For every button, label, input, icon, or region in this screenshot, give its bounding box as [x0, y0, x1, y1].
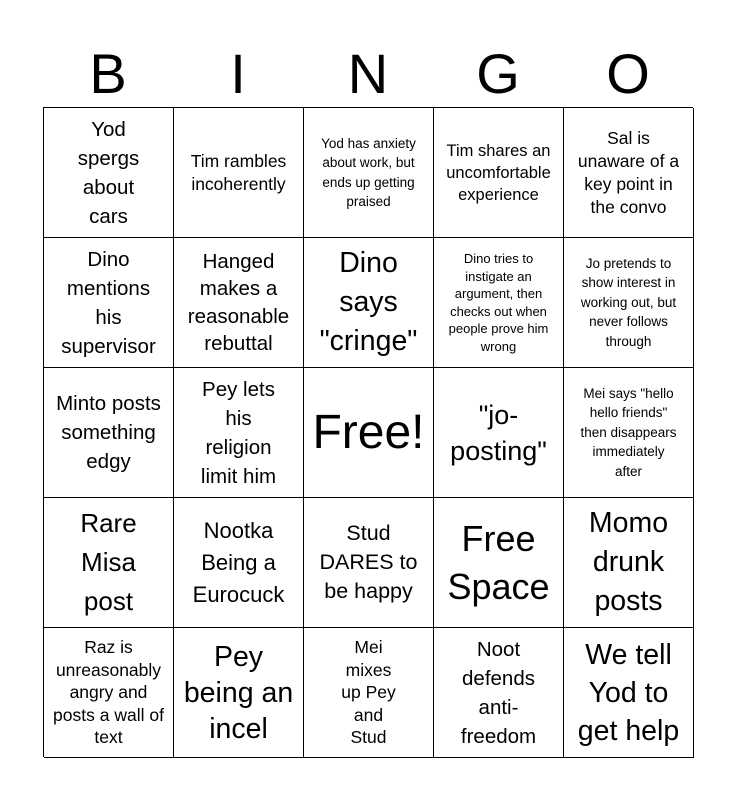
bingo-header [43, 42, 693, 106]
free-cell[interactable] [304, 368, 434, 498]
bingo-cell[interactable] [174, 628, 304, 758]
bingo-cell[interactable] [174, 238, 304, 368]
bingo-cell[interactable] [434, 108, 564, 238]
bingo-cell-text: Tim shares an uncomfortable experience [446, 141, 551, 204]
bingo-cell[interactable] [434, 368, 564, 498]
bingo-cell-text: Dino mentions his supervisor [61, 247, 156, 358]
header-letter-o: O [606, 42, 650, 105]
bingo-cell-text: Yod has anxiety about work, but ends up getting praised [321, 135, 416, 209]
bingo-cell[interactable] [44, 238, 174, 368]
free-space-cell[interactable] [434, 498, 564, 628]
header-letter-n: N [347, 42, 389, 105]
bingo-cell-text: "jo-posting" [450, 399, 547, 466]
bingo-cell-text: Sal is unaware of a key point in the convo [577, 127, 680, 217]
bingo-cell[interactable] [564, 368, 694, 498]
bingo-cell-text: Momo drunk posts [588, 507, 669, 617]
bingo-cell-text: Free! [312, 405, 425, 459]
bingo-cell-text: Yod spergs about cars [77, 117, 140, 228]
bingo-cell[interactable] [434, 238, 564, 368]
bingo-cell[interactable] [564, 108, 694, 238]
header-letter-i: I [230, 42, 246, 105]
bingo-cell[interactable] [304, 628, 434, 758]
bingo-cell-text: Pey being an incel [183, 640, 294, 745]
bingo-cell[interactable] [564, 238, 694, 368]
bingo-cell[interactable] [304, 498, 434, 628]
bingo-cell-text: Jo pretends to show interest in working out, but never follows through [580, 255, 677, 349]
bingo-cell-text: Stud DARES to be happy [319, 521, 418, 603]
bingo-cell-text: Pey lets his religion limit him [200, 377, 277, 488]
bingo-cell-text: Dino tries to instigate an argument, then checks out when people prove him wrong [448, 251, 549, 354]
bingo-cell[interactable] [174, 498, 304, 628]
header-letter-b: B [89, 42, 127, 105]
bingo-cell-text: Mei says "hello hello friends" then disappears immediately after [580, 385, 677, 479]
bingo-cell[interactable] [44, 368, 174, 498]
header-letter-g: G [476, 42, 520, 105]
bingo-cell-text: Rare Misa post [80, 508, 137, 616]
bingo-cell-text: Dino says "cringe" [319, 247, 418, 357]
bingo-cell[interactable] [44, 628, 174, 758]
bingo-board [43, 107, 693, 757]
bingo-cell[interactable] [304, 238, 434, 368]
bingo-cell[interactable] [564, 628, 694, 758]
bingo-cell[interactable] [564, 498, 694, 628]
bingo-cell[interactable] [44, 108, 174, 238]
bingo-cell-text: Minto posts something edgy [56, 392, 161, 473]
bingo-cell-text: Free Space [447, 517, 550, 607]
bingo-cell-text: Hanged makes a reasonable rebuttal [187, 249, 290, 355]
bingo-cell-text: Nootka Being a Eurocuck [192, 517, 285, 607]
bingo-cell-text: Tim rambles incoherently [190, 150, 287, 194]
bingo-cell-text: Raz is unreasonably angry and posts a wall of text [53, 637, 164, 748]
bingo-cell[interactable] [434, 628, 564, 758]
bingo-cell[interactable] [44, 498, 174, 628]
bingo-cell-text: Noot defends anti-freedom [460, 637, 537, 748]
bingo-cell-text: Mei mixes up Pey and Stud [341, 637, 396, 748]
bingo-cell[interactable] [174, 108, 304, 238]
bingo-cell[interactable] [174, 368, 304, 498]
bingo-cell-text: We tell Yod to get help [577, 638, 680, 747]
bingo-cell[interactable] [304, 108, 434, 238]
